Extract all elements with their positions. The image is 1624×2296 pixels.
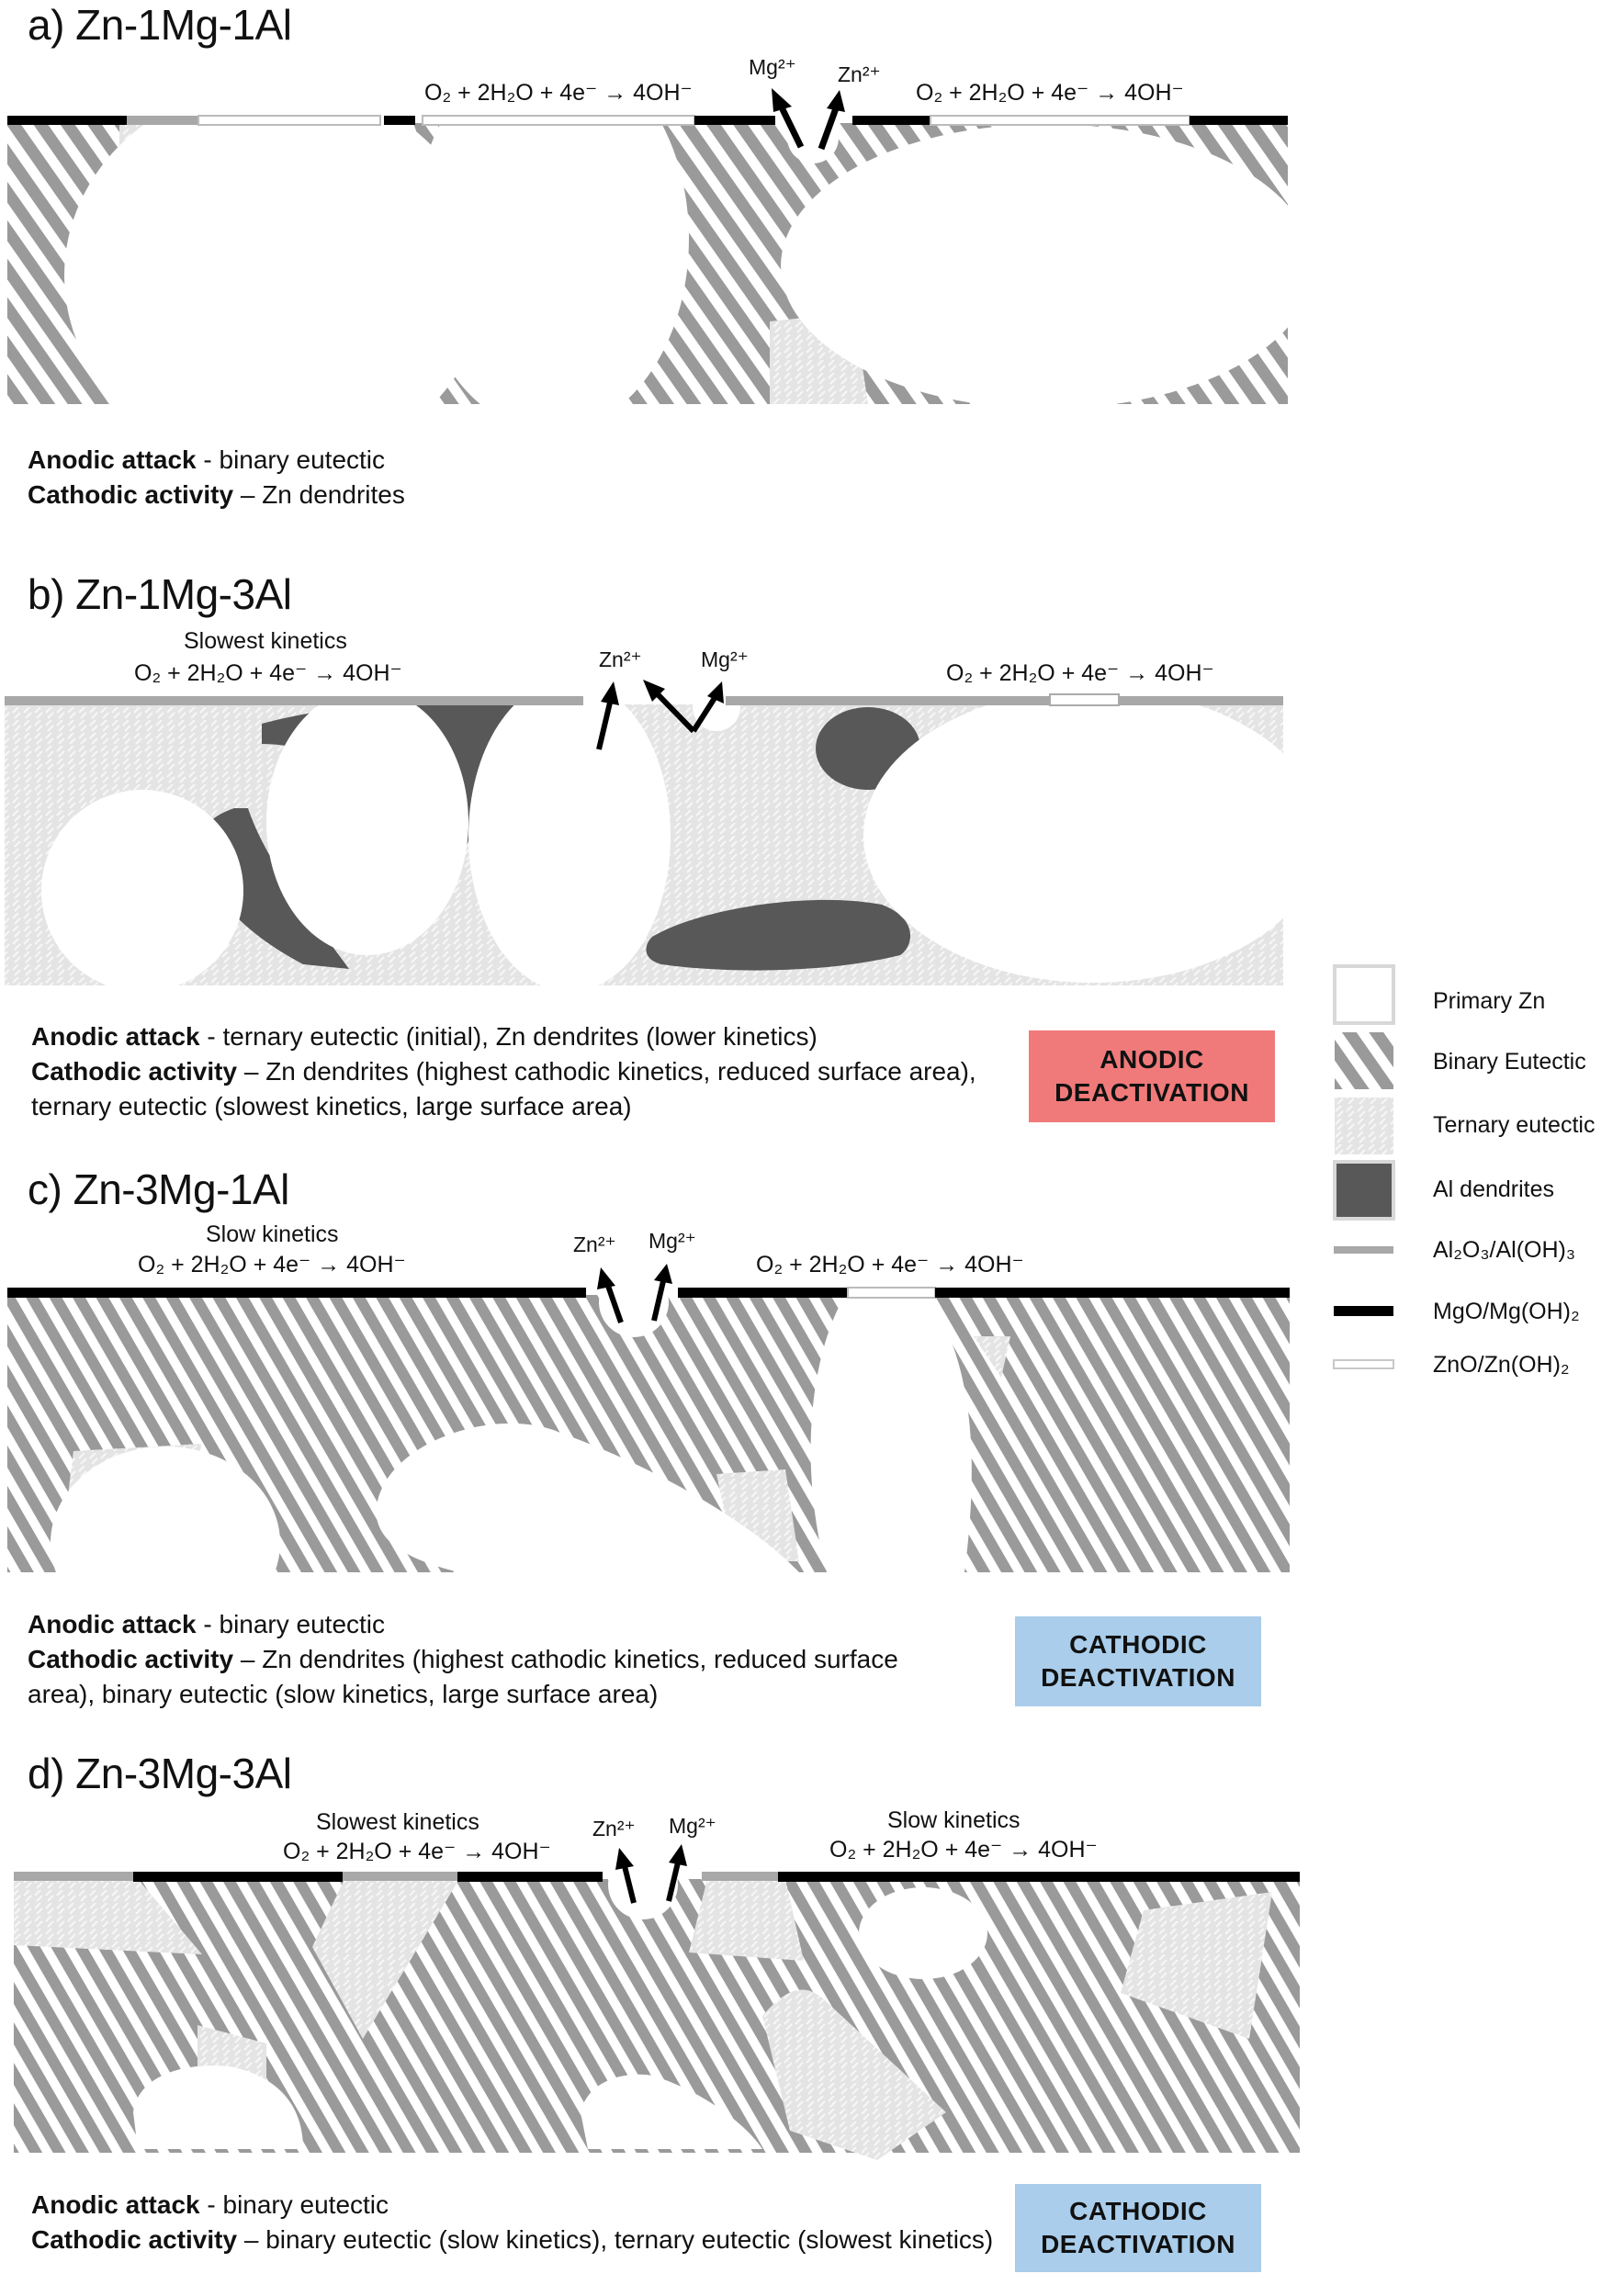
panel-b-ion-zn: Zn²⁺: [599, 647, 642, 671]
panel-c-diagram: [7, 1264, 1290, 1639]
panel-c-caption: [28, 1607, 955, 1712]
panel-d-ion-mg: Mg²⁺: [669, 1814, 716, 1838]
legend-mgo: MgO/Mg(OH)₂: [1433, 1299, 1580, 1324]
anodic-attack-line: Anodic attack - binary eutectic: [28, 445, 386, 474]
cathodic-activity-line: Cathodic activity – binary eutectic (slow kinetics), ternary eutectic (slowest kinetics): [31, 2225, 994, 2254]
panel-c-reaction-left: O₂ + 2H₂O + 4e⁻ → 4OH⁻: [138, 1252, 406, 1277]
anodic-attack-line: Anodic attack - binary eutectic: [31, 2190, 389, 2219]
panel-b-ion-mg: Mg²⁺: [701, 647, 749, 671]
cathodic-activity-line: Cathodic activity – Zn dendrites (highest cathodic kinetics, reduced surface area), ternary eutectic (slowest kinetics, large surface area): [31, 1057, 976, 1120]
panel-c-title: c) Zn-3Mg-1Al: [28, 1165, 289, 1213]
panel-a-title: a) Zn-1Mg-1Al: [28, 1, 292, 49]
panel-b-reaction-right: O₂ + 2H₂O + 4e⁻ → 4OH⁻: [946, 660, 1214, 686]
panel-b-kinetics-left: Slowest kinetics: [184, 628, 347, 654]
panel-d-caption: [31, 2188, 1023, 2257]
panel-a-reaction-left: O₂ + 2H₂O + 4e⁻ → 4OH⁻: [424, 80, 693, 106]
panel-d-reaction-right: O₂ + 2H₂O + 4e⁻ → 4OH⁻: [829, 1837, 1098, 1863]
panel-a-reaction-right: O₂ + 2H₂O + 4e⁻ → 4OH⁻: [916, 80, 1184, 106]
legend-binary-eutectic: Binary Eutectic: [1433, 1049, 1586, 1075]
legend-primary-zn: Primary Zn: [1433, 988, 1546, 1014]
panel-d-ion-zn: Zn²⁺: [592, 1817, 636, 1840]
panel-c-reaction-right: O₂ + 2H₂O + 4e⁻ → 4OH⁻: [756, 1252, 1024, 1277]
panel-b-caption: [31, 1019, 1023, 1124]
cathodic-deactivation-badge: CATHODIC DEACTIVATION: [1015, 2184, 1261, 2272]
panel-d-diagram: [14, 1844, 1300, 2160]
anodic-attack-line: Anodic attack - binary eutectic: [28, 1610, 386, 1638]
panel-a-caption: [28, 443, 405, 512]
cathodic-activity-line: Cathodic activity – Zn dendrites (highest cathodic kinetics, reduced surface area), binary eutectic (slow kinetics, large surface area): [28, 1645, 898, 1708]
anodic-deactivation-badge: ANODIC DEACTIVATION: [1029, 1030, 1275, 1122]
legend-symbols: [1334, 966, 1393, 1368]
panel-c-ion-zn: Zn²⁺: [573, 1232, 616, 1256]
panel-d-reaction-left: O₂ + 2H₂O + 4e⁻ → 4OH⁻: [283, 1839, 551, 1864]
panel-c-kinetics-left: Slow kinetics: [206, 1221, 339, 1247]
panel-b-reaction-left: O₂ + 2H₂O + 4e⁻ → 4OH⁻: [134, 660, 402, 686]
panel-a-ion-mg: Mg²⁺: [749, 55, 796, 79]
panel-d-kinetics-right: Slow kinetics: [887, 1807, 1021, 1833]
panel-a-diagram: [7, 46, 1314, 468]
cathodic-deactivation-badge: CATHODIC DEACTIVATION: [1015, 1616, 1261, 1706]
legend-ternary-eutectic: Ternary eutectic: [1433, 1112, 1596, 1138]
panel-b-diagram: [5, 680, 1323, 992]
panel-b-title: b) Zn-1Mg-3Al: [28, 570, 292, 618]
legend-zno: ZnO/Zn(OH)₂: [1433, 1352, 1570, 1378]
panel-d-kinetics-left: Slowest kinetics: [316, 1809, 479, 1835]
anodic-attack-line: Anodic attack - ternary eutectic (initial), Zn dendrites (lower kinetics): [31, 1022, 818, 1051]
panel-c-ion-mg: Mg²⁺: [648, 1229, 696, 1253]
legend-al2o3: Al₂O₃/Al(OH)₃: [1433, 1237, 1576, 1263]
cathodic-activity-line: Cathodic activity – Zn dendrites: [28, 480, 405, 509]
panel-a-ion-zn: Zn²⁺: [838, 62, 881, 86]
legend-al-dendrites: Al dendrites: [1433, 1176, 1555, 1202]
panel-d-title: d) Zn-3Mg-3Al: [28, 1750, 292, 1797]
